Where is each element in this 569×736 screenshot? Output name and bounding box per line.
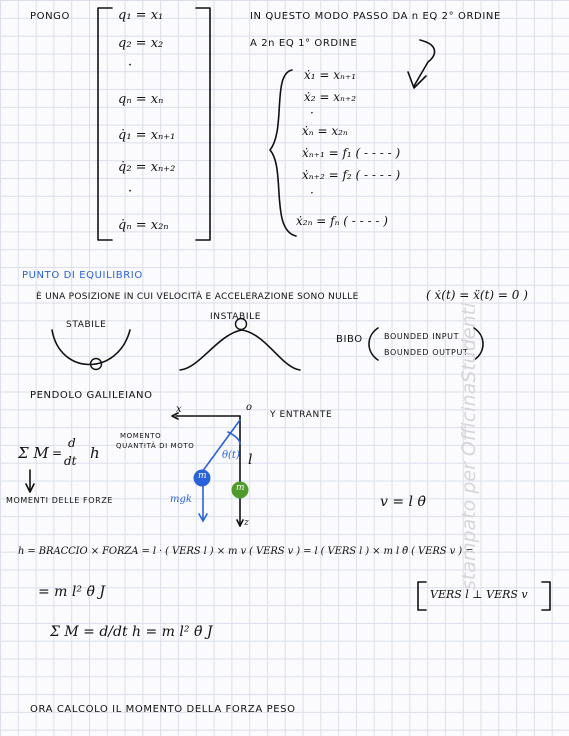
system-line-2n: ẋ₂ₙ = fₙ ( - - - - ) (296, 214, 388, 228)
pongo-label: PONGO (30, 11, 71, 22)
d-den: dt (64, 454, 77, 468)
equilibrium-heading: PUNTO DI EQUILIBRIO (22, 270, 143, 281)
system-dots-1: · (310, 106, 314, 120)
bibo-output: BOUNDED OUTPUT (384, 348, 469, 357)
q-dot-line-n: q̇ₙ = x₂ₙ (118, 218, 169, 233)
momentum-symbol: h (90, 444, 100, 462)
equilibrium-definition: È UNA POSIZIONE IN CUI VELOCITÀ E ACCELERAZIONE SONO NULLE (36, 292, 359, 302)
q-dots-1: · (128, 58, 133, 73)
q-line-n: qₙ = xₙ (118, 92, 164, 107)
vers-perpendicular: VERS l ⊥ VERS v (430, 588, 528, 601)
origin-label: o (246, 402, 253, 413)
velocity-expression: v = l θ̇ (380, 494, 426, 510)
length-label: l (248, 452, 253, 468)
weight-label: mgk (170, 494, 192, 505)
system-dots-2: · (310, 186, 314, 200)
z-axis-label: z (244, 518, 249, 528)
blue-mass-label: m (198, 471, 207, 481)
x-axis-label: x (176, 404, 182, 415)
derivation-line-1: h = BRACCIO × FORZA = l · ( VERS l ) × m v ( VERS v ) = l ( VERS l ) × m l θ̇ ( VERS v ) = (18, 546, 474, 557)
momentum-label-1: MOMENTO (120, 432, 162, 440)
q-line-1: q₁ = x₁ (118, 8, 164, 23)
unstable-label: INSTABILE (210, 312, 261, 322)
intro-line-1: IN QUESTO MODO PASSO DA n EQ 2° ORDINE (250, 11, 501, 22)
watermark: stampato per OfficinaStudenti (458, 302, 480, 590)
y-entering-label: Y ENTRANTE (270, 410, 333, 420)
stable-label: STABILE (66, 320, 107, 330)
sum-equals: = (52, 446, 63, 460)
green-mass-label: m (236, 483, 245, 493)
system-line-n1: ẋₙ₊₁ = f₁ ( - - - - ) (302, 146, 401, 160)
sum-moments: Σ M (18, 444, 49, 462)
bibo-input: BOUNDED INPUT (384, 332, 460, 341)
d-num: d (68, 436, 76, 450)
footer-text: ORA CALCOLO IL MOMENTO DELLA FORZA PESO (30, 704, 296, 715)
equilibrium-condition: ( ẋ(t) = ẍ(t) = 0 ) (426, 288, 528, 302)
bibo-label: BIBO (336, 334, 363, 345)
system-line-2: ẋ₂ = xₙ₊₂ (304, 90, 357, 104)
theta-label: θ(t) (222, 450, 240, 461)
q-line-2: q₂ = x₂ (118, 36, 164, 51)
q-dot-line-1: q̇₁ = xₙ₊₁ (118, 128, 176, 143)
pendulum-title: PENDOLO GALILEIANO (30, 390, 153, 401)
intro-line-2: A 2n EQ 1° ORDINE (250, 38, 358, 49)
momentum-label-2: QUANTITÀ DI MOTO (116, 442, 195, 450)
system-line-n: ẋₙ = x₂ₙ (302, 124, 348, 138)
system-line-n2: ẋₙ₊₂ = f₂ ( - - - - ) (302, 168, 401, 182)
q-dot-line-2: q̇₂ = xₙ₊₂ (118, 160, 176, 175)
q-dots-2: · (128, 184, 133, 199)
derivation-line-2: = m l² θ̈ J (38, 584, 105, 600)
derivation-line-3: Σ M = d/dt h = m l² θ̈ J (50, 624, 213, 640)
forces-moments-label: MOMENTI DELLE FORZE (6, 496, 114, 505)
system-line-1: ẋ₁ = xₙ₊₁ (304, 68, 357, 82)
